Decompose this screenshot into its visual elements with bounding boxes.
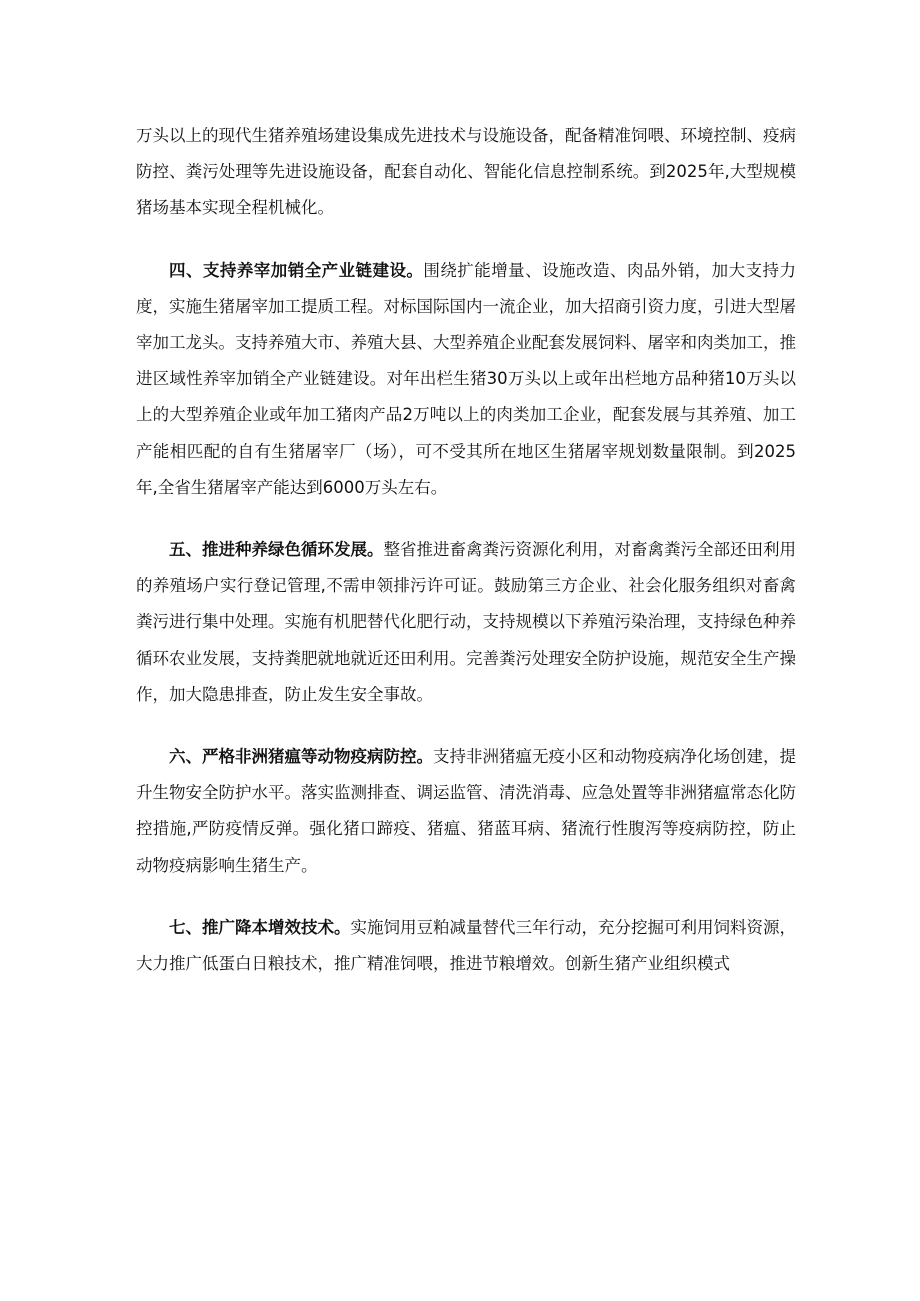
section-heading-six: 六、严格非洲猪瘟等动物疫病防控。 bbox=[169, 747, 433, 767]
paragraph-section-six bbox=[136, 739, 796, 884]
section-heading-four: 四、支持养宰加销全产业链建设。 bbox=[169, 260, 424, 280]
paragraph-section-seven bbox=[136, 910, 796, 982]
section-heading-seven: 七、推广降本增效技术。 bbox=[169, 917, 351, 937]
paragraph-text: 整省推进畜禽粪污资源化利用，对畜禽粪污全部还田利用的养殖场户实行登记管理,不需申领排污许可证。鼓励第三方企业、社会化服务组织对畜禽粪污进行集中处理。实施有机肥替代化肥行动，支持规模以下养殖污染治理，支持绿色种养循环农业发展，支持粪肥就地就近还田利用。完善粪污处理安全防护设施，规范安全生产操作，加大隐患排查，防止发生安全事故。 bbox=[136, 540, 796, 704]
paragraph-text: 万头以上的现代生猪养殖场建设集成先进技术与设施设备，配备精准饲喂、环境控制、疫病防控、粪污处理等先进设施设备，配套自动化、智能化信息控制系统。到2025年,大型规模猪场基本实现全程机械化。 bbox=[136, 126, 796, 218]
paragraph-continuation bbox=[136, 118, 796, 227]
paragraph-text: 实施饲用豆粕减量替代三年行动，充分挖掘可利用饲料资源，大力推广低蛋白日粮技术，推广精准饲喂，推进节粮增效。创新生猪产业组织模式 bbox=[136, 917, 796, 974]
paragraph-text: 围绕扩能增量、设施改造、肉品外销，加大支持力度，实施生猪屠宰加工提质工程。对标国际国内一流企业，加大招商引资力度，引进大型屠宰加工龙头。支持养殖大市、养殖大县、大型养殖企业配套发展饲料、屠宰和肉类加工，推进区域性养宰加销全产业链建设。对年出栏生猪30万头以上或年出栏地方品种猪10万头以上的大型养殖企业或年加工猪肉产品2万吨以上的肉类加工企业，配套发展与其养殖、加工产能相匹配的自有生猪屠宰厂（场），可不受其所在地区生猪屠宰规划数量限制。到2025年,全省生猪屠宰产能达到6000万头左右。 bbox=[136, 260, 797, 497]
section-heading-five: 五、推进种养绿色循环发展。 bbox=[169, 540, 384, 560]
document-body bbox=[136, 118, 796, 1008]
paragraph-section-four bbox=[136, 253, 796, 506]
paragraph-section-five bbox=[136, 532, 796, 713]
paragraph-text: 支持非洲猪瘟无疫小区和动物疫病净化场创建，提升生物安全防护水平。落实监测排查、调运监管、清洗消毒、应急处置等非洲猪瘟常态化防控措施,严防疫情反弹。强化猪口蹄疫、猪瘟、猪蓝耳病、猪流行性腹泻等疫病防控，防止动物疫病影响生猪生产。 bbox=[136, 747, 796, 875]
